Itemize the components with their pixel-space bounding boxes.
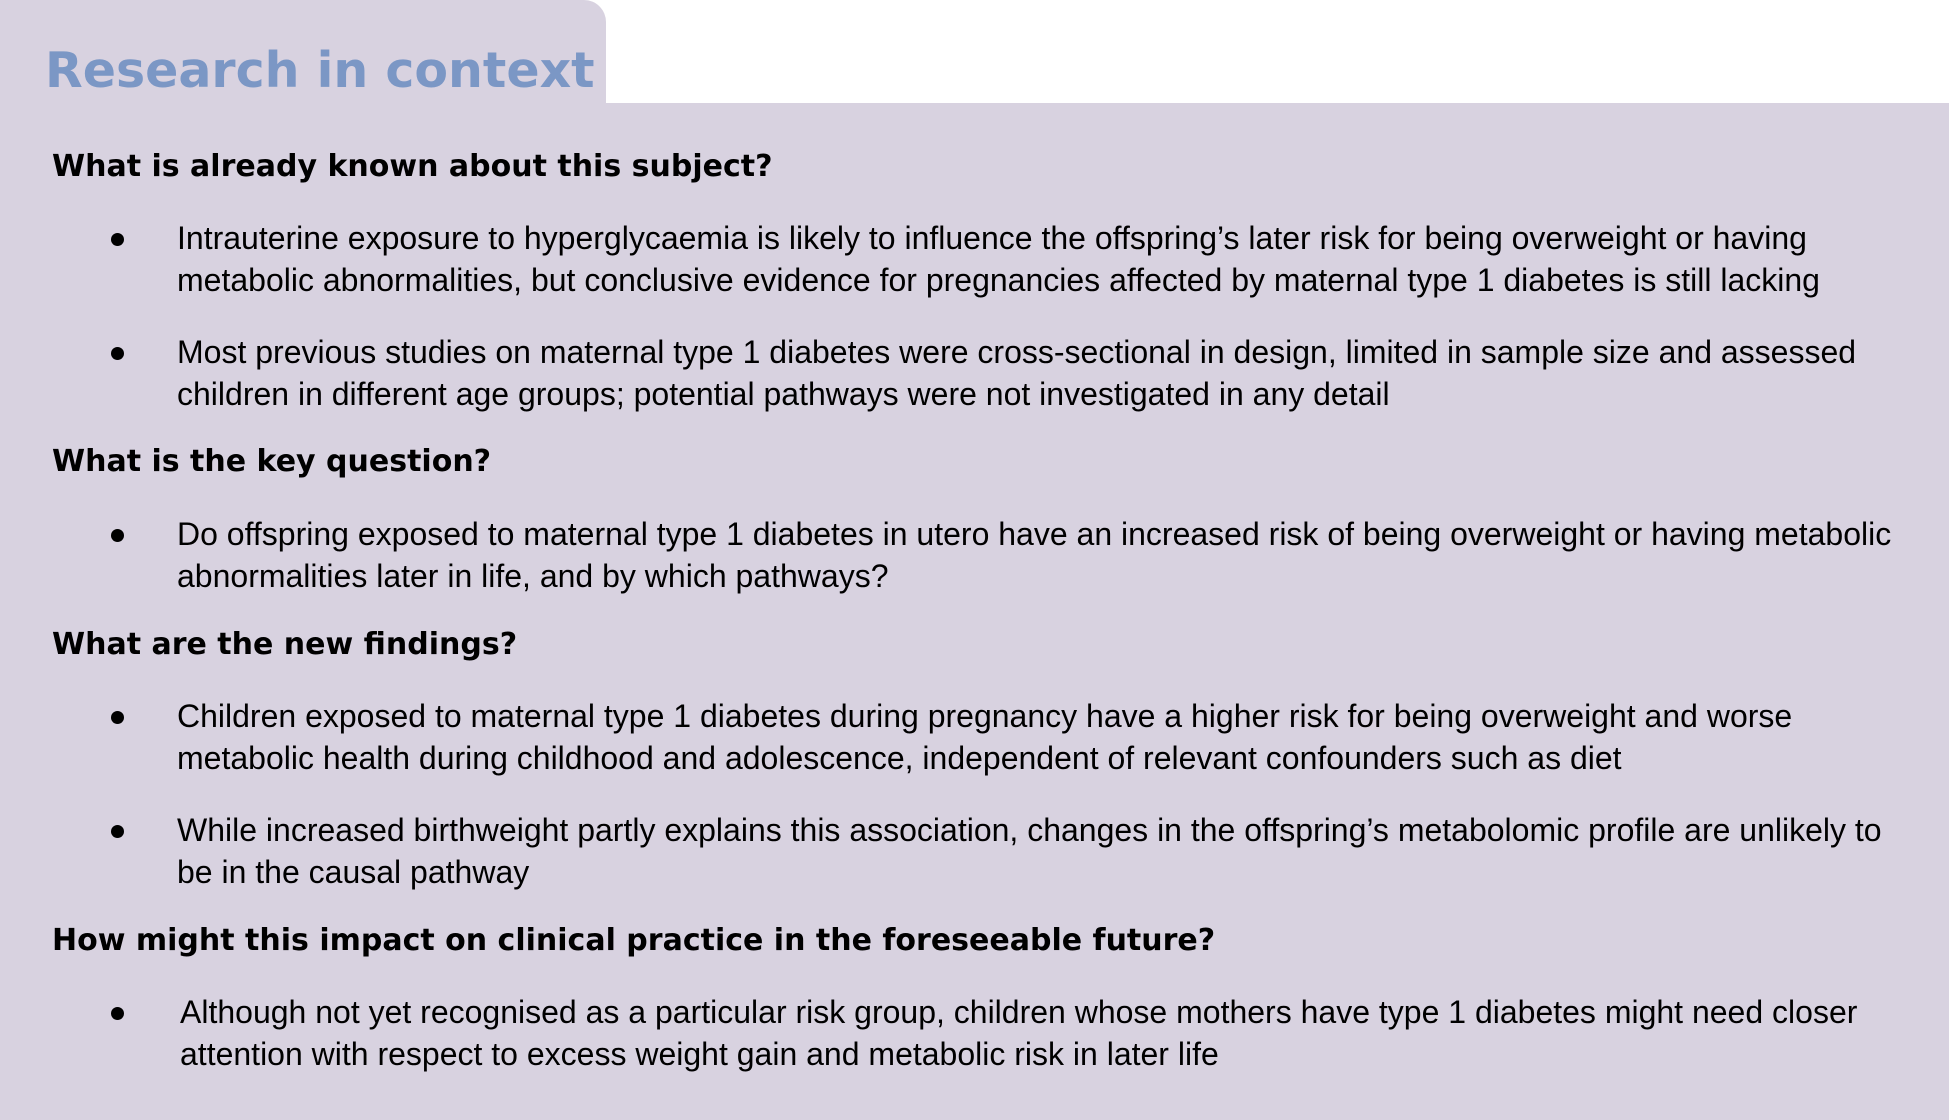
bullet-icon [111, 347, 124, 360]
section-bullets-impact [0, 991, 1949, 1075]
bullet-text: Most previous studies on maternal type 1 diabetes were cross-sectional in design, limited in sample size and assessed children in different age groups; potential pathways were not investigated in any detail [177, 334, 1857, 412]
list-item [0, 991, 1949, 1075]
page-title: Research in context [45, 42, 595, 99]
section-bullets-key [0, 513, 1949, 597]
bullet-icon [111, 1007, 124, 1020]
section-question-known: What is already known about this subject? [52, 149, 773, 184]
list-item [0, 695, 1949, 779]
bullet-icon [111, 529, 124, 542]
list-item [0, 809, 1949, 893]
bullet-text: Children exposed to maternal type 1 diabetes during pregnancy have a higher risk for being overweight and worse metabolic health during childhood and adolescence, independent of relevant confounders such as diet [177, 698, 1793, 776]
content-body [0, 103, 1949, 1075]
bullet-text: While increased birthweight partly explains this association, changes in the offspring’s metabolomic profile are unlikely to be in the causal pathway [177, 812, 1882, 890]
list-item [0, 513, 1949, 597]
header-tab [0, 0, 606, 120]
bullet-text: Although not yet recognised as a particular risk group, children whose mothers have type 1 diabetes might need closer attention with respect to excess weight gain and metabolic risk in later life [180, 994, 1858, 1072]
bullet-text: Do offspring exposed to maternal type 1 diabetes in utero have an increased risk of being overweight or having metabolic abnormalities later in life, and by which pathways? [177, 516, 1892, 594]
list-item [0, 331, 1949, 415]
section-bullets-known [0, 217, 1949, 415]
content-panel [0, 103, 1949, 1120]
bullet-text: Intrauterine exposure to hyperglycaemia is likely to influence the offspring’s later risk for being overweight or having metabolic abnormalities, but conclusive evidence for pregnancies affected by maternal type 1 diabetes is still lacking [177, 220, 1820, 298]
section-bullets-findings [0, 695, 1949, 893]
bullet-icon [111, 711, 124, 724]
section-question-findings: What are the new findings? [52, 627, 518, 662]
section-question-impact: How might this impact on clinical practice in the foreseeable future? [52, 923, 1216, 958]
section-question-key: What is the key question? [52, 444, 492, 479]
bullet-icon [111, 825, 124, 838]
list-item [0, 217, 1949, 301]
bullet-icon [111, 233, 124, 246]
